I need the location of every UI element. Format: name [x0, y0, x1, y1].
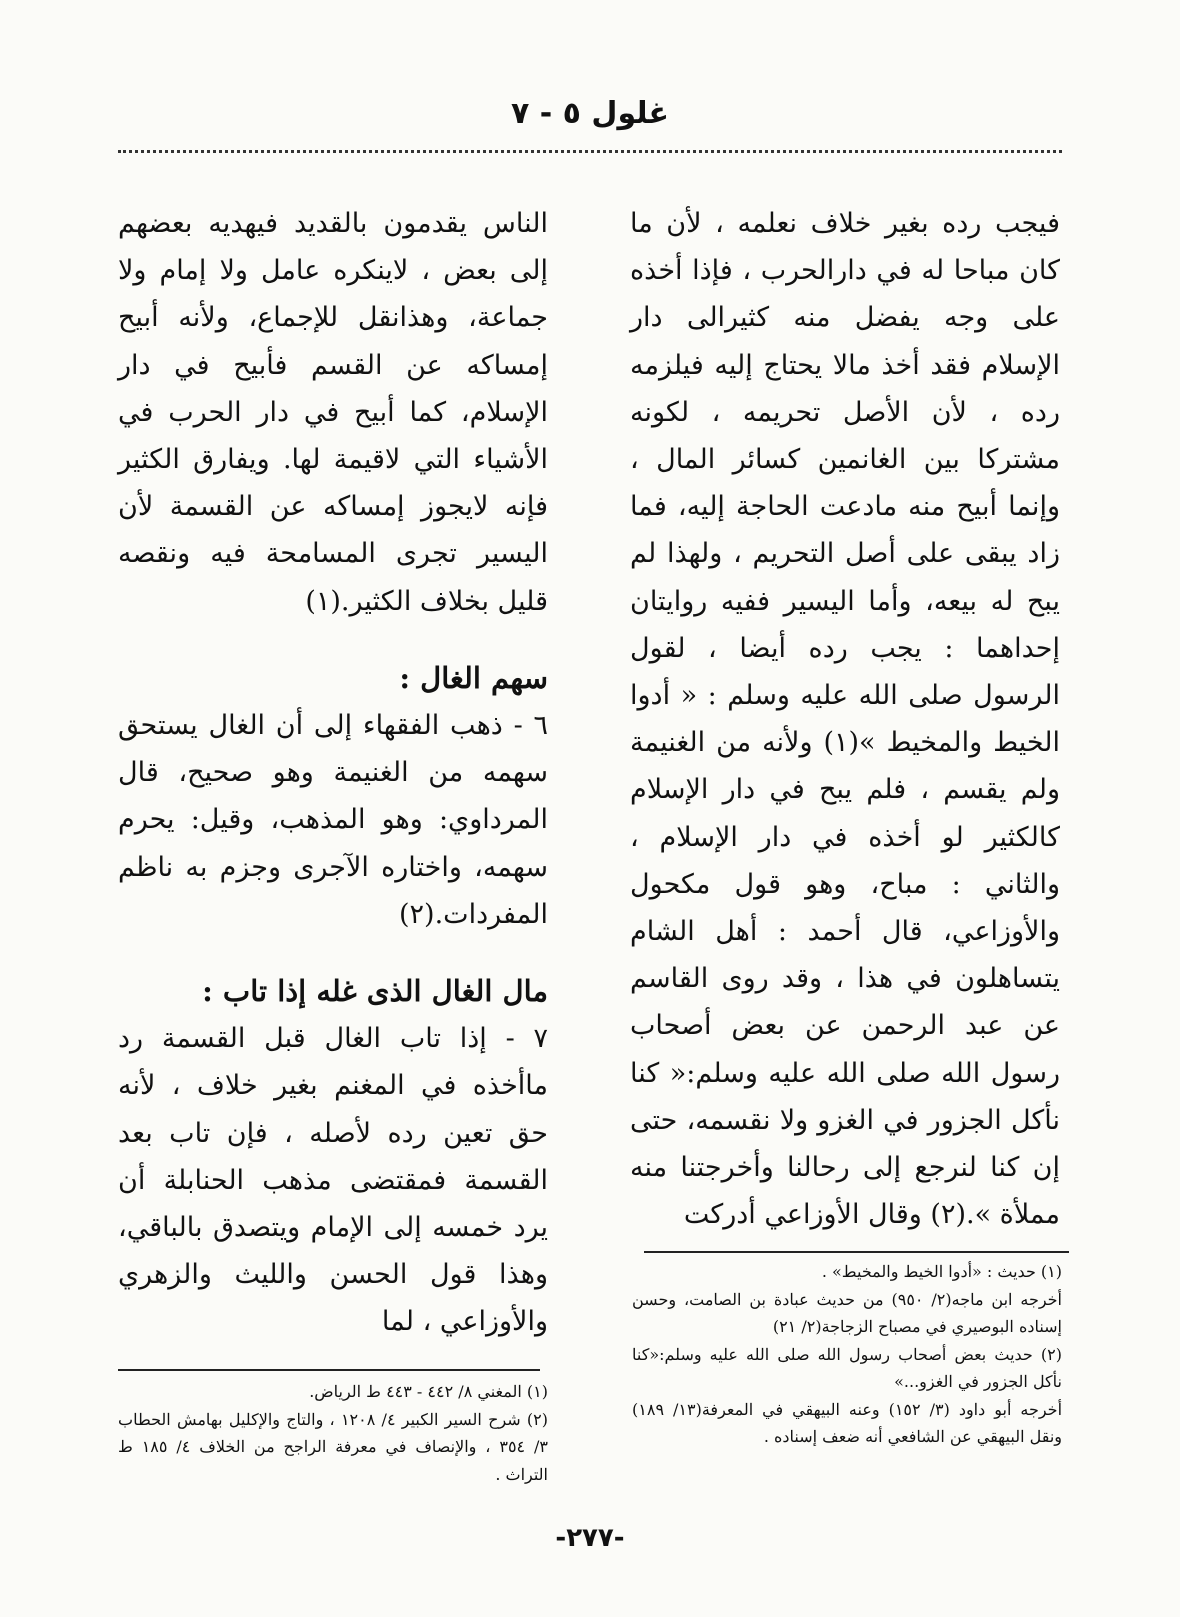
spacer — [118, 625, 548, 655]
footnote-right-2-title: (٢) حديث بعض أصحاب رسول الله صلى الله عليه وسلم:«كنا نأكل الجزور في الغزو...» — [632, 1344, 1062, 1391]
left-column-body — [118, 200, 548, 1338]
right-column-body — [630, 200, 1061, 1231]
footnote-divider-right — [644, 1251, 1069, 1253]
left-column-paragraph-1: الناس يقدمون بالقديد فيهديه بعضهم إلى بعض ، لاينكره عامل ولا إمام ولا جماعة، وهذانقل للإجماع، ولأنه أبيح إمساكه عن القسم فأبيح في دار الإسلام، كما أبيح في دار الحرب في الأشياء التي لاقيمة لها. ويفارق الكثير فإنه لايجوز إمساكه عن القسمة لأن اليسير تجرى المسامحة فيه ونقصه قليل بخلاف الكثير.(١) — [118, 208, 548, 617]
page-header-title: غلول ٥ - ٧ — [511, 96, 669, 131]
left-column — [118, 200, 548, 1338]
footnote-divider-left — [118, 1369, 540, 1371]
left-column-paragraph-3: ٧ - إذا تاب الغال قبل القسمة رد ماأخذه في المغنم بغير خلاف ، لأنه حق تعين رده لأصله ، فإن تاب بعد القسمة فمقتضى مذهب الحنابلة أن يرد خمسه إلى الإمام ويتصدق بالباقي، وهذا قول الحسن والليث والزهري والأوزاعي ، لما — [118, 1023, 548, 1338]
page-number: -٢٧٧- — [555, 1523, 625, 1553]
right-column — [630, 200, 1061, 1231]
footnote-left-1: (١) المغني ٨/ ٤٤٢ - ٤٤٣ ط الرياض. — [309, 1382, 548, 1401]
left-column-paragraph-2: ٦ - ذهب الفقهاء إلى أن الغال يستحق سهمه من الغنيمة وهو صحيح، قال المرداوي: وهو المذهب، وقيل: يحرم سهمه، واختاره الآجرى وجزم به ناظم المفردات.(٢) — [118, 710, 548, 930]
footnote-left-2: (٢) شرح السير الكبير ٤/ ١٢٠٨ ، والتاج والإكليل بهامش الحطاب ٣/ ٣٥٤ ، والإنصاف في معرفة الراجح من الخلاف ٤/ ١٨٥ ط التراث . — [118, 1409, 548, 1484]
right-column-paragraph: فيجب رده بغير خلاف نعلمه ، لأن ما كان مباحا له في دارالحرب ، فإذا أخذه على وجه يفضل منه كثيرالى دار الإسلام فقد أخذ مالا يحتاج إليه فيلزمه رده ، لأن الأصل تحريمه ، لكونه مشتركا بين الغانمين كسائر المال ، وإنما أبيح منه مادعت الحاجة إليه، فما زاد يبقى على أصل التحريم ، ولهذا لم يبح له بيعه، وأما اليسير ففيه روايتان إحداهما : يجب رده أيضا ، لقول الرسول صلى الله عليه وسلم : « أدوا الخيط والمخيط »(١) ولأنه من الغنيمة ولم يقسم ، فلم يبح في دار الإسلام كالكثير لو أخذه في دار الإسلام ، والثاني : مباح، وهو قول مكحول والأوزاعي، قال أحمد : أهل الشام يتساهلون في هذا ، وقد روى القاسم عن عبد الرحمن عن بعض أصحاب رسول الله صلى الله عليه وسلم:« كنا نأكل الجزور في الغزو ولا نقسمه، حتى إن كنا لنرجع إلى رحالنا وأخرجتنا منه مملأة ».(٢) وقال الأوزاعي أدركت — [630, 208, 1061, 1231]
header-dotted-divider — [118, 150, 1062, 153]
spacer — [118, 938, 548, 968]
footnote-right-1-body: أخرجه ابن ماجه(٢/ ٩٥٠) من حديث عبادة بن الصامت، وحسن إسناده البوصيري في مصباح الزجاجة(٢/ ٢١) — [632, 1289, 1063, 1336]
footnotes-left — [118, 1378, 548, 1488]
footnote-right-2-body: أخرجه أبو داود (٣/ ١٥٢) وعنه البيهقي في المعرفة(١٣/ ١٨٩) ونقل البيهقي عن الشافعي أنه ضعف إسناده . — [632, 1399, 1063, 1446]
footnotes-right — [632, 1258, 1062, 1451]
section-heading-repentance: مال الغال الذى غله إذا تاب : — [202, 974, 548, 1009]
footnote-right-1-title: (١) حديث : «أدوا الخيط والمخيط» . — [821, 1262, 1062, 1281]
section-heading-share-of-thief: سهم الغال : — [399, 660, 548, 695]
